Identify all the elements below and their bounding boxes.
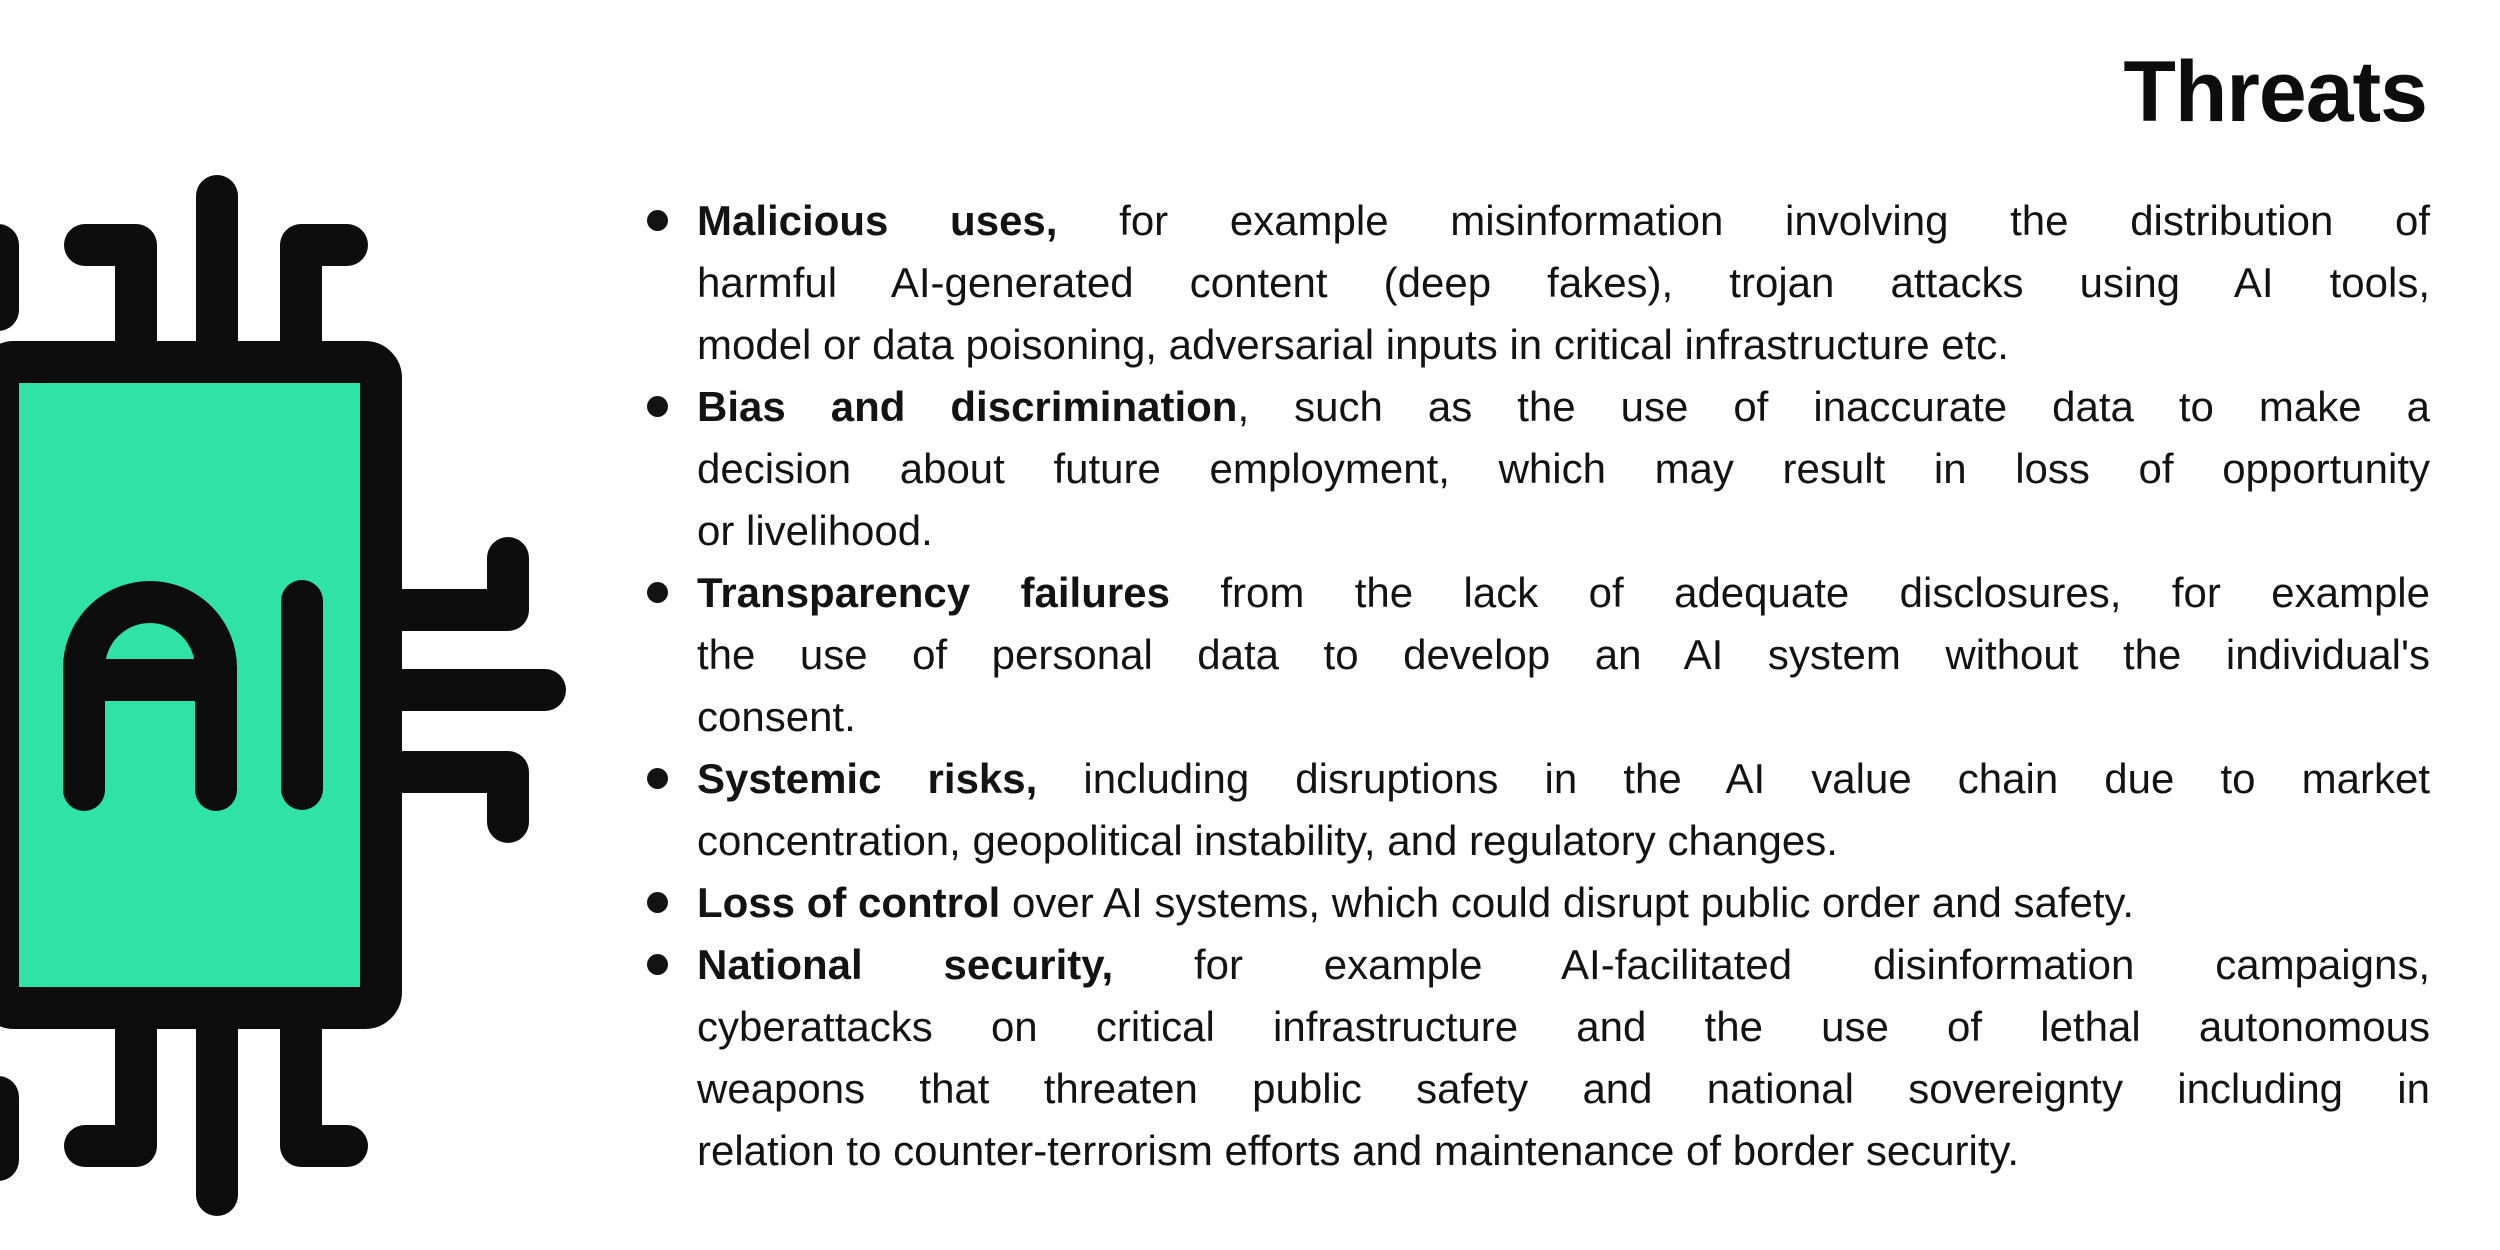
bullet-lead-text: Transparency failures: [697, 569, 1170, 616]
bullet-line: [697, 500, 2430, 562]
bullet-body-text: cyberattacks on critical infrastructure and the use of lethal autonomous: [697, 1003, 2430, 1050]
bullet-line: [697, 190, 2430, 252]
bullet-body-text: concentration, geopolitical instability, and regulatory changes.: [697, 817, 1838, 864]
bullet-body-text: over AI systems, which could disrupt public order and safety.: [1000, 879, 2135, 926]
bullet-line: [697, 686, 2430, 748]
bullet-line: [697, 872, 2430, 934]
bullet-dot: [647, 954, 668, 975]
bullet-line: [697, 748, 2430, 810]
bullet-item: [697, 190, 2430, 376]
bullet-dot: [647, 768, 668, 789]
bullet-line: [697, 996, 2430, 1058]
bullet-item: [697, 934, 2430, 1182]
bullet-body-text: for example AI-facilitated disinformation campaigns,: [1113, 941, 2430, 988]
bullet-line: [697, 376, 2430, 438]
bullet-body-text: relation to counter-terrorism efforts and maintenance of border security.: [697, 1127, 2020, 1174]
bullet-item: [697, 748, 2430, 872]
bullet-line: [697, 252, 2430, 314]
ai-chip-icon: [0, 0, 620, 1250]
bullet-line: [697, 314, 2430, 376]
bullet-item: [697, 872, 2430, 934]
bullet-dot: [647, 892, 668, 913]
bullet-line: [697, 562, 2430, 624]
bullet-body-text: consent.: [697, 693, 856, 740]
bullet-body-text: including disruptions in the AI value chain due to market: [1037, 755, 2430, 802]
bullet-body-text: model or data poisoning, adversarial inputs in critical infrastructure etc.: [697, 321, 2009, 368]
bullet-lead-text: Loss of control: [697, 879, 1001, 926]
bullet-body-text: for example misinformation involving the distribution of: [1057, 197, 2431, 244]
bullet-line: [697, 810, 2430, 872]
bullet-body-text: or livelihood.: [697, 507, 933, 554]
bullet-body-text: the use of personal data to develop an AI system without the individual's: [697, 631, 2430, 678]
bullet-lead-text: Malicious uses,: [697, 197, 1058, 244]
bullet-body-text: decision about future employment, which may result in loss of opportunity: [697, 445, 2430, 492]
bullet-dot: [647, 582, 668, 603]
bullet-body-text: weapons that threaten public safety and national sovereignty including in: [697, 1065, 2430, 1112]
bullet-line: [697, 934, 2430, 996]
bullet-line: [697, 438, 2430, 500]
bullet-line: [697, 1120, 2430, 1182]
bullet-lead-text: National security,: [697, 941, 1114, 988]
bullet-lead-text: Bias and discrimination: [697, 383, 1238, 430]
bullet-item: [697, 376, 2430, 562]
bullet-line: [697, 624, 2430, 686]
bullet-dot: [647, 210, 668, 231]
threat-list: [642, 190, 2430, 1182]
bullet-body-text: from the lack of adequate disclosures, for example: [1169, 569, 2430, 616]
bullet-item: [697, 562, 2430, 748]
page-title: Threats: [2123, 44, 2427, 140]
bullet-body-text: harmful AI-generated content (deep fakes), trojan attacks using AI tools,: [697, 259, 2430, 306]
bullet-body-text: , such as the use of inaccurate data to make a: [1237, 383, 2430, 430]
bullet-line: [697, 1058, 2430, 1120]
bullet-dot: [647, 396, 668, 417]
bullet-lead-text: Systemic risks,: [697, 755, 1038, 802]
